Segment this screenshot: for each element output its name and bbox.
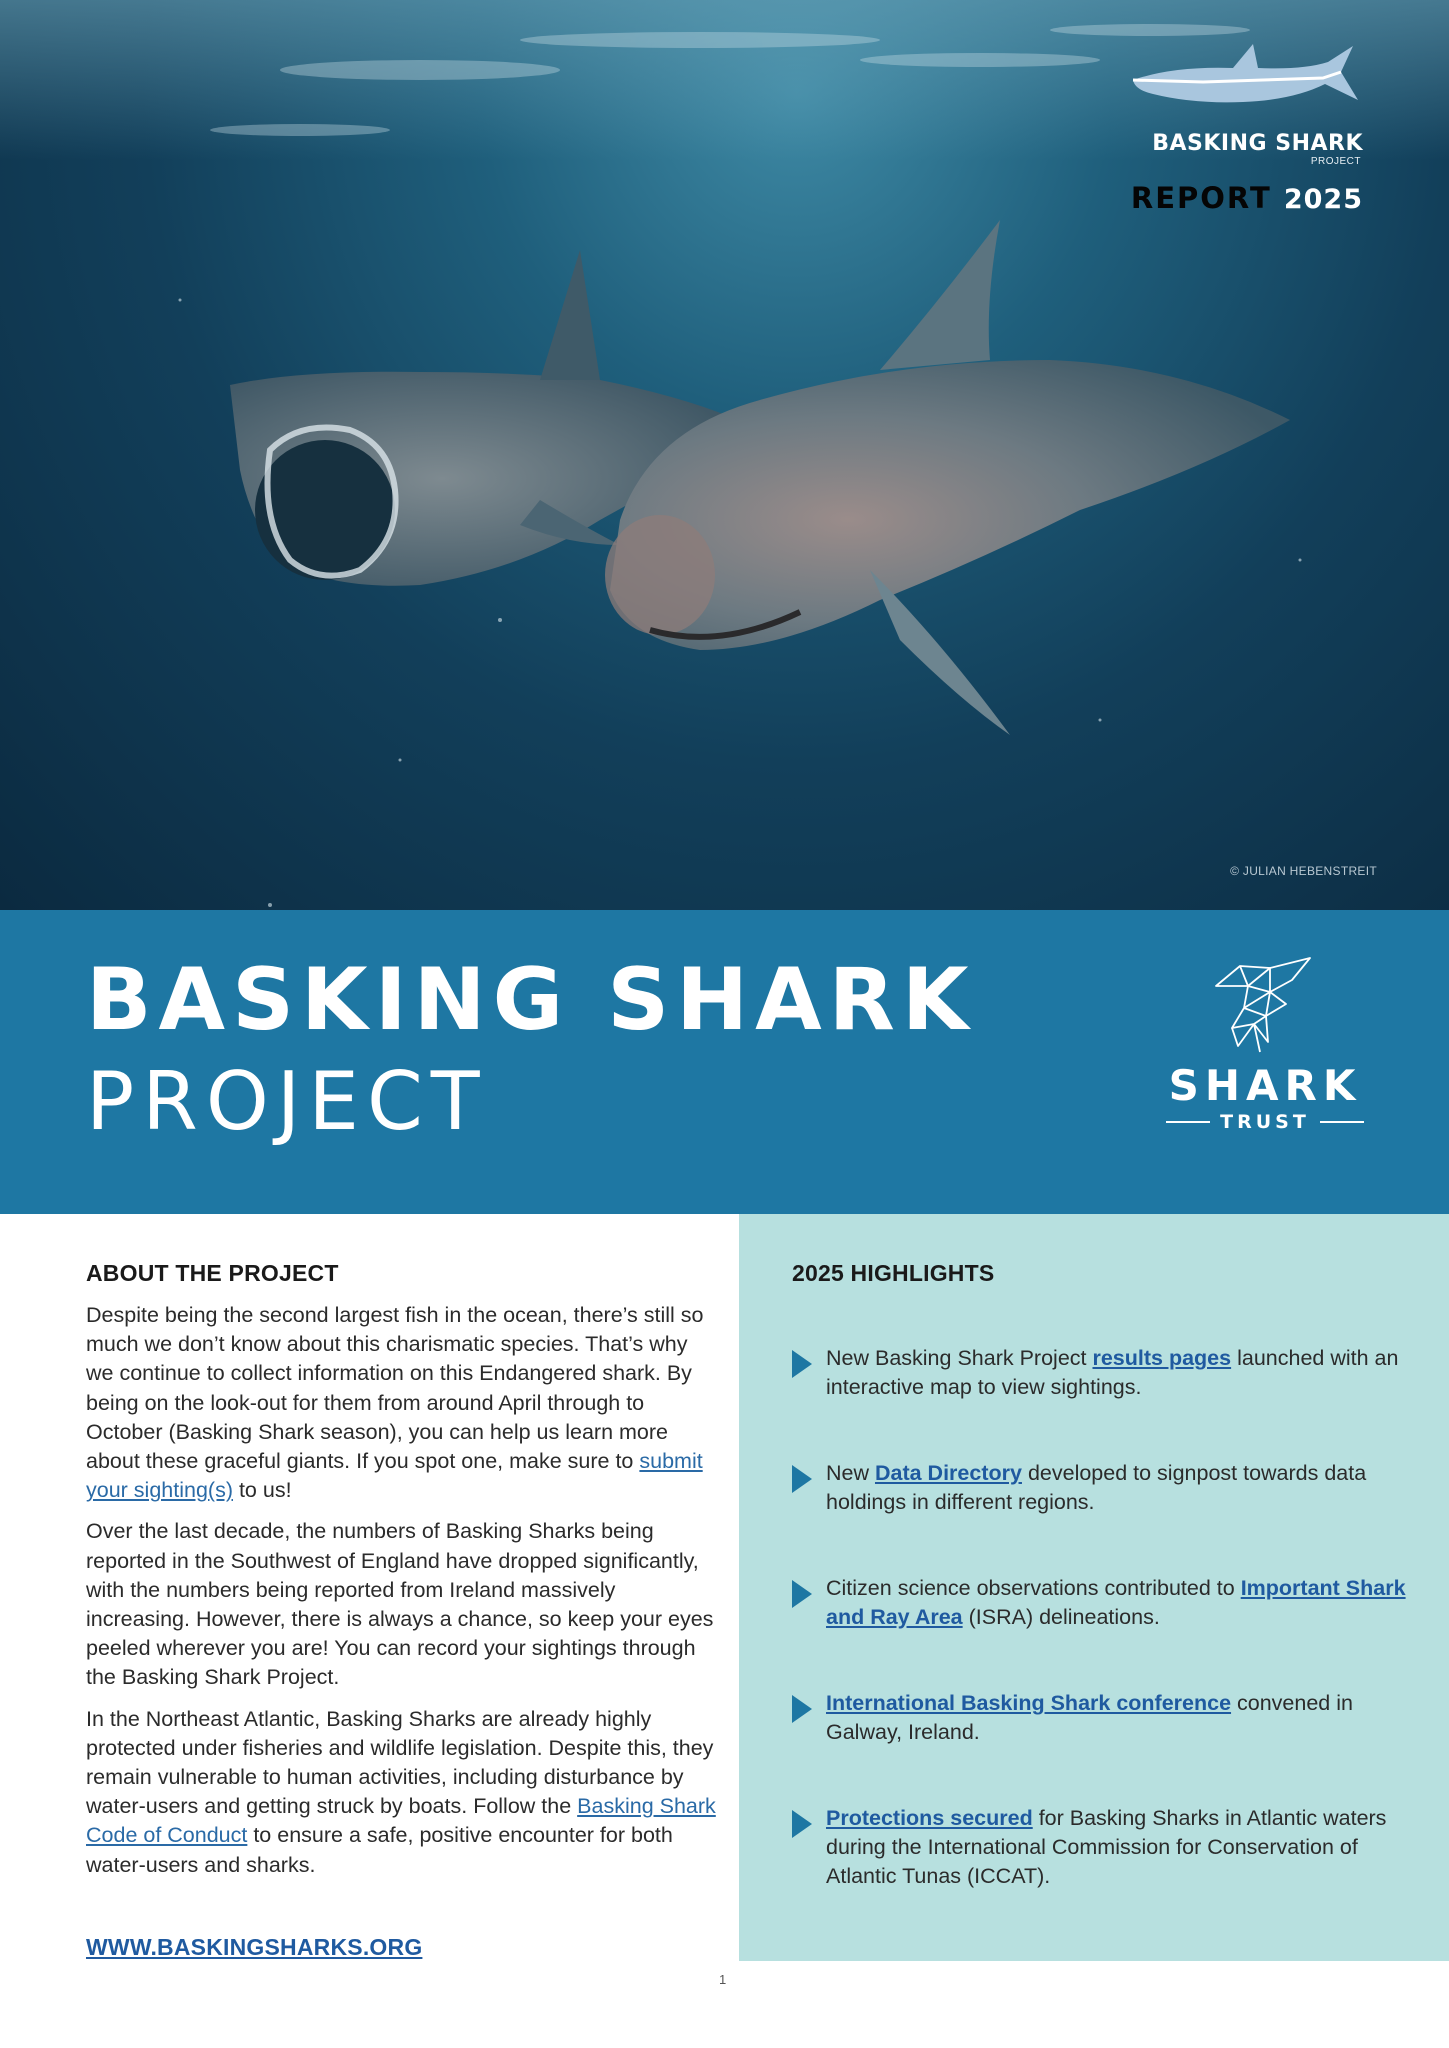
- highlight-text: Citizen science observations contributed to: [826, 1576, 1241, 1600]
- highlight-text-end: developed to signpost towards data holdings in different regions.: [826, 1461, 1367, 1515]
- highlight-text-end: launched with an interactive map to view sightings.: [826, 1346, 1399, 1400]
- report-label: [1113, 181, 1363, 215]
- shark-trust-name: SHARK: [1168, 1061, 1362, 1110]
- shark-trust-logo: [1160, 956, 1370, 1133]
- about-paragraph-2: Over the last decade, the numbers of Basking Sharks being reported in the Southwest of England have dropped significantly, with the numbers being reported from Ireland massively increasing. However, there is always a chance, so keep your eyes peeled wherever you are! You can record your sightings through the Basking Shark Project.: [86, 1519, 714, 1690]
- geometric-shark-icon: [1210, 956, 1320, 1056]
- shark-trust-sub: [1160, 1111, 1370, 1133]
- about-p1-end: to us!: [232, 1478, 292, 1503]
- logo-subtitle: PROJECT: [1310, 156, 1361, 167]
- page-number: 1: [719, 1972, 727, 1987]
- shark-silhouette-icon: [1113, 40, 1363, 130]
- page-title-line2: PROJECT: [86, 1055, 488, 1148]
- isra-link[interactable]: Important Shark and Ray Area: [826, 1576, 1406, 1630]
- highlights-section: [739, 1214, 1449, 1961]
- play-arrow-icon: [792, 1580, 812, 1608]
- website-link[interactable]: WWW.BASKINGSHARKS.ORG: [86, 1934, 423, 1960]
- front-shark: [605, 220, 1290, 735]
- play-arrow-icon: [792, 1810, 812, 1838]
- play-arrow-icon: [792, 1465, 812, 1493]
- play-arrow-icon: [792, 1695, 812, 1723]
- page-title-line1: BASKING SHARK: [86, 950, 976, 1050]
- conference-link[interactable]: International Basking Shark conference: [826, 1691, 1232, 1715]
- results-pages-link[interactable]: results pages: [1092, 1346, 1232, 1370]
- about-p1-text: Despite being the second largest fish in the ocean, there’s still so much we don’t know about this charismatic species. That’s why we continue to collect information on this Endangered shark. By being on the look-out for them from around April through to October (Basking Shark season), you can help us learn more about these graceful giants. If you spot one, make sure to: [86, 1303, 704, 1474]
- highlight-item: [792, 1574, 1412, 1632]
- about-paragraph-1: [86, 1301, 716, 1505]
- report-word: REPORT: [1130, 181, 1272, 215]
- about-section: [86, 1260, 716, 1880]
- protections-link[interactable]: Protections secured: [826, 1806, 1033, 1830]
- about-heading: ABOUT THE PROJECT: [86, 1260, 339, 1286]
- code-of-conduct-link[interactable]: Basking Shark Code of Conduct: [86, 1794, 716, 1848]
- highlight-text-end: (ISRA) delineations.: [962, 1605, 1160, 1630]
- about-p3-end: to ensure a safe, positive encounter for both water-users and sharks.: [86, 1823, 673, 1877]
- highlight-item: [792, 1804, 1412, 1892]
- logo-title: BASKING SHARK: [1152, 131, 1363, 156]
- highlight-item: [792, 1459, 1412, 1517]
- highlight-text-end: for Basking Sharks in Atlantic waters during the International Commission for Conservation of Atlantic Tunas (ICCAT).: [826, 1806, 1387, 1889]
- photo-credit: © JULIAN HEBENSTREIT: [1230, 864, 1377, 878]
- data-directory-link[interactable]: Data Directory: [874, 1461, 1022, 1485]
- hero-photo: [0, 0, 1449, 910]
- about-p3-text: In the Northeast Atlantic, Basking Sharks are already highly protected under fisheries and wildlife legislation. Despite this, they remain vulnerable to human activities, including disturbance by water-users and getting struck by boats. Follow the: [86, 1706, 714, 1819]
- highlight-item: [792, 1344, 1412, 1402]
- submit-sighting-link[interactable]: submit your sighting(s): [86, 1449, 703, 1503]
- basking-shark-project-logo: [1113, 40, 1363, 215]
- highlights-heading: 2025 HIGHLIGHTS: [792, 1260, 995, 1286]
- highlight-text: New: [826, 1461, 875, 1485]
- highlight-text-end: convened in Galway, Ireland.: [826, 1691, 1353, 1745]
- title-band: [0, 910, 1449, 1214]
- highlight-text: New Basking Shark Project: [826, 1346, 1093, 1370]
- play-arrow-icon: [792, 1350, 812, 1378]
- shark-trust-sub-text: TRUST: [1220, 1111, 1310, 1133]
- about-paragraph-3: [86, 1705, 716, 1880]
- report-year: 2025: [1283, 184, 1363, 215]
- highlight-item: [792, 1689, 1412, 1747]
